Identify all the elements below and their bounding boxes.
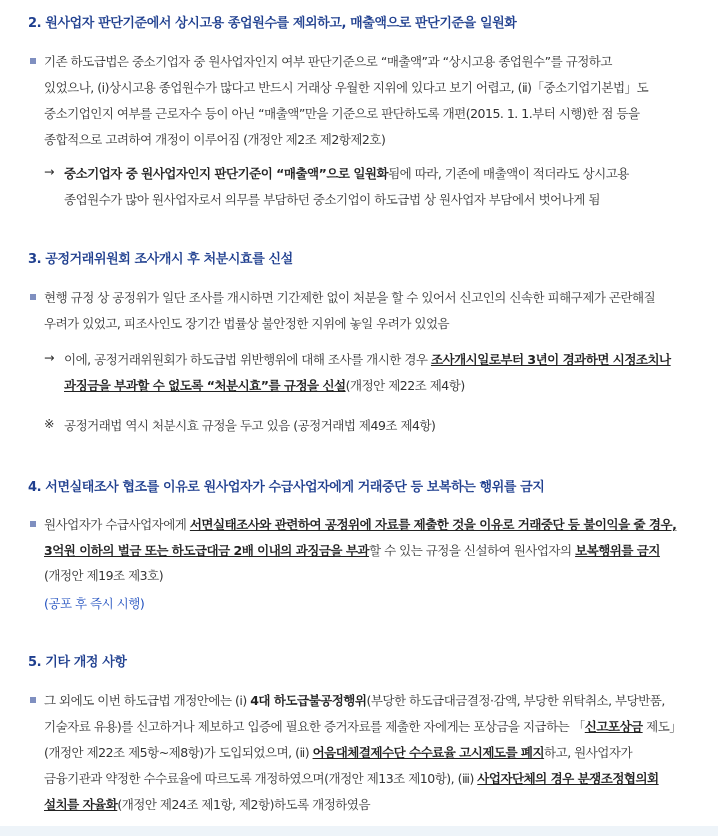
section-5-text-line-2	[44, 717, 681, 735]
section-3-heading: 3. 공정거래위원회 조사개시 후 처분시효를 신설	[28, 252, 293, 267]
section-2-result-emphasis: 중소기업자 중 원사업자인지 판단기준이 “매출액”으로 일원화	[64, 166, 389, 181]
section-5-line-2-rest: 제도」	[642, 719, 682, 734]
section-5-line-5-emphasis: 설치를 자율화	[44, 797, 118, 812]
bottom-divider	[0, 826, 718, 836]
section-3-text-line-2: 우려가 있었고, 피조사인도 장기간 법률상 불안정한 지위에 놓일 우려가 있었음	[44, 316, 450, 331]
section-5-line-1-rest: (부당한 하도급대금결정·감액, 부당한 위탁취소, 부당반품,	[366, 693, 665, 708]
section-4-line-2-mid: 할 수 있는 규정을 신설하여 원사업자의	[369, 543, 576, 558]
section-3-result-emphasis-2: 과징금을 부과할 수 없도록 “처분시효”를 규정을 신설	[64, 378, 346, 393]
section-5-line-2-emphasis: 신고포상금	[584, 719, 643, 734]
arrow-icon: →	[44, 164, 55, 179]
square-bullet-icon	[30, 58, 36, 64]
square-bullet-icon	[30, 697, 36, 703]
section-3-result-pre: 이에, 공정거래위원회가 하도급법 위반행위에 대해 조사를 개시한 경우	[64, 352, 431, 367]
section-2-heading: 2. 원사업자 판단기준에서 상시고용 종업원수를 제외하고, 매출액으로 판단기준을 일원화	[28, 16, 517, 31]
section-3-result-line-2	[64, 376, 465, 394]
section-2-result-line-2: 종업원수가 많아 원사업자로서 의무를 부담하던 중소기업이 하도급법 상 원사업자 부담에서 벗어나게 됨	[64, 192, 600, 207]
section-4-line-1-pre: 원사업자가 수급사업자에게	[44, 517, 190, 532]
section-2-text-line-4: 종합적으로 고려하여 개정이 이루어짐 (개정안 제2조 제2항제2호)	[44, 132, 386, 147]
section-3-note: 공정거래법 역시 처분시효 규정을 두고 있음 (공정거래법 제49조 제4항)	[64, 418, 436, 433]
section-5-line-4-pre: 금융기관과 약정한 수수료율에 따르도록 개정하였으며(개정안 제13조 제10항), (ⅲ)	[44, 771, 478, 786]
section-4-heading: 4. 서면실태조사 협조를 이유로 원사업자가 수급사업자에게 거래중단 등 보복하는 행위를 금지	[28, 480, 545, 495]
section-4-text-line-3: (개정안 제19조 제3호)	[44, 568, 164, 583]
section-5-line-5-rest: (개정안 제24조 제1항, 제2항)하도록 개정하였음	[117, 797, 371, 812]
square-bullet-icon	[30, 294, 36, 300]
section-2-result-line-1	[64, 164, 629, 182]
section-5-line-1-emphasis: 4대 하도급불공정행위	[250, 693, 367, 708]
square-bullet-icon	[30, 521, 36, 527]
section-2-text-line-3: 중소기업인지 여부를 근로자수 등이 아닌 “매출액”만을 기준으로 판단하도록 개편(2015. 1. 1.부터 시행)한 점 등을	[44, 106, 640, 121]
section-5-line-2-pre: 기술자료 유용)를 신고하거나 제보하고 입증에 필요한 증거자료를 제출한 자에게는 포상금을 지급하는 「	[44, 719, 585, 734]
section-2-result-rest: 됨에 따라, 기존에 매출액이 적더라도 상시고용	[388, 166, 629, 181]
section-5-text-line-5	[44, 795, 370, 813]
section-3-text-line-1: 현행 규정 상 공정위가 일단 조사를 개시하면 기간제한 없이 처분을 할 수 있어서 신고인의 신속한 피해구제가 곤란해질	[44, 290, 656, 305]
section-5-line-3-pre: (개정안 제22조 제5항~제8항)가 도입되었으며, (ⅱ)	[44, 745, 313, 760]
section-4-line-2-emphasis-2: 보복행위를 금지	[575, 543, 660, 558]
section-4-text-line-1	[44, 515, 676, 533]
section-5-line-3-rest: 하고, 원사업자가	[544, 745, 633, 760]
reference-mark-icon: ※	[44, 416, 55, 431]
section-4-line-2-emphasis: 3억원 이하의 벌금 또는 하도급대금 2배 이내의 과징금을 부과	[44, 543, 370, 558]
section-5-text-line-4	[44, 769, 659, 787]
section-2-text-line-2: 있었으나, (ⅰ)상시고용 종업원수가 많다고 반드시 거래상 우월한 지위에 있다고 보기 어렵고, (ⅱ)「중소기업기본법」도	[44, 80, 649, 95]
section-4-text-line-2	[44, 541, 660, 559]
section-5-text-line-3	[44, 743, 632, 761]
section-2-text-line-1: 기존 하도급법은 중소기업자 중 원사업자인지 여부 판단기준으로 “매출액”과 “상시고용 종업원수”를 규정하고	[44, 54, 612, 69]
section-5-line-3-emphasis: 어음대체결제수단 수수료율 고시제도를 폐지	[312, 745, 545, 760]
section-5-heading: 5. 기타 개정 사항	[28, 655, 127, 670]
arrow-icon: →	[44, 350, 55, 365]
section-5-line-1-pre: 그 외에도 이번 하도급법 개정안에는 (ⅰ)	[44, 693, 251, 708]
section-4-effective-note: (공포 후 즉시 시행)	[44, 596, 145, 611]
section-4-line-1-emphasis: 서면실태조사와 관련하여 공정위에 자료를 제출한 것을 이유로 거래중단 등 불이익을 줄 경우,	[189, 517, 677, 532]
section-3-result-rest: (개정안 제22조 제4항)	[345, 378, 465, 393]
section-5-text-line-1	[44, 691, 665, 709]
section-3-result-line-1	[64, 350, 671, 368]
section-3-result-emphasis-1: 조사개시일로부터 3년이 경과하면 시정조치나	[430, 352, 671, 367]
section-5-line-4-emphasis: 사업자단체의 경우 분쟁조정협의회	[477, 771, 659, 786]
